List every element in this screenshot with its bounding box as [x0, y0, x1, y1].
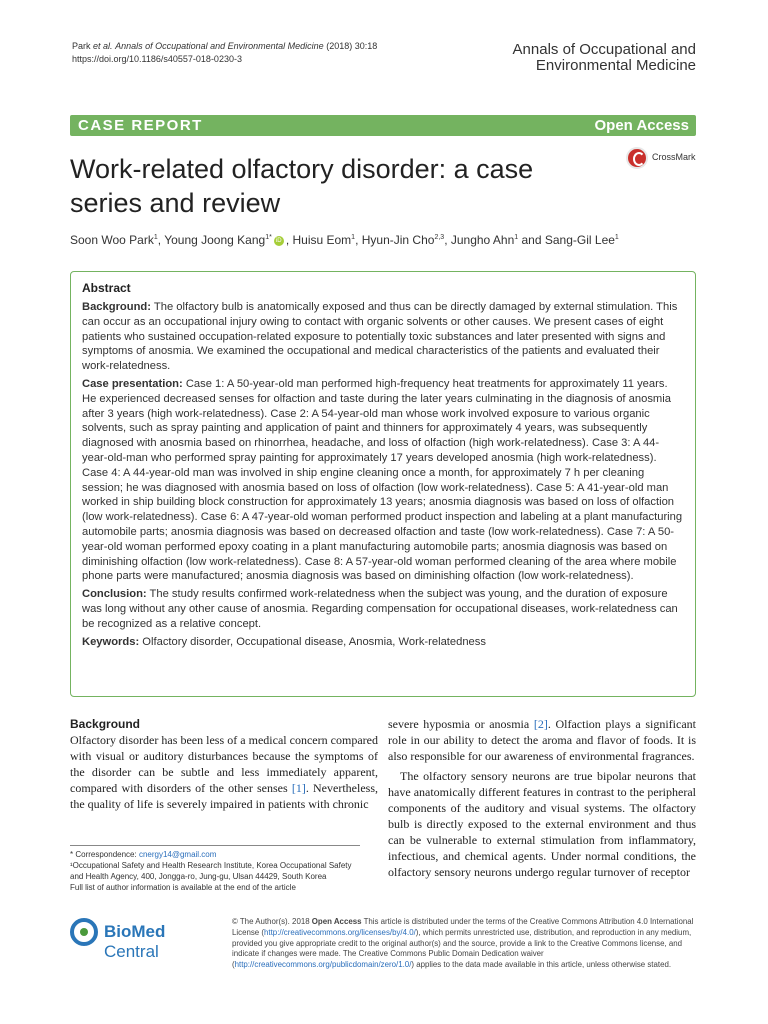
- citation-etal: et al.: [93, 41, 113, 51]
- citation-line: [72, 40, 432, 53]
- abstract-conclusion-label: Conclusion:: [82, 588, 147, 601]
- logo-text: Central: [104, 942, 159, 961]
- biomed-central-wordmark: [104, 922, 220, 962]
- body-paragraph: The olfactory sensory neurons are true bipolar neurons that have anatomically different features in contrast to the peripheral components of the auditory and visual systems. The olfactory bulb is directly exposed to the external environment and thus can be vulnerable to external stimulation from inflammatory, infectious, and chemical agents. Under normal conditions, the olfactory sensory neurons undergo regular turnover of receptor: [388, 769, 696, 879]
- footnotes: [70, 845, 360, 893]
- citation-header: [72, 40, 432, 66]
- body-text: . Nevertheless, the quality of life is severely impaired in patients with chronic: [70, 781, 378, 811]
- author-name: Young Joong Kang: [164, 233, 266, 247]
- open-access-label: Open Access: [594, 117, 689, 134]
- license-statement: [232, 917, 698, 971]
- abstract-conclusion-text: The study results confirmed work-relatedness when the subject was young, and the duration of exposure was long without any other cause of anosmia. Regarding compensation for occupational diseases, work-relatedness can be recognized as a relative concept.: [82, 588, 678, 630]
- article-type-banner: [70, 115, 696, 136]
- citation-authors: Park: [72, 41, 91, 51]
- license-link-cc-by[interactable]: http://creativecommons.org/licenses/by/4.0/: [264, 927, 416, 937]
- body-right-column: [388, 716, 696, 884]
- body-paragraph: [70, 732, 378, 812]
- author-separator: ,: [355, 233, 362, 247]
- abstract-background: [82, 300, 684, 374]
- license-link-cc-zero[interactable]: http://creativecommons.org/publicdomain/zero/1.0/: [234, 960, 412, 970]
- title-line2: series and review: [70, 188, 281, 218]
- citation-journal: Annals of Occupational and Environmental Medicine: [115, 41, 324, 51]
- crossmark-badge[interactable]: [626, 147, 706, 175]
- journal-name-line1: Annals of Occupational and: [512, 41, 696, 58]
- affiliation-note: ¹Occupational Safety and Health Research Institute, Korea Occupational Safety and Health Agency, 400, Jongga-ro, Jung-gu, Ulsan 44429, South Korea: [70, 861, 352, 881]
- author-separator: and: [518, 233, 545, 247]
- title-line1: Work-related olfactory disorder: a case: [70, 154, 534, 184]
- reference-link[interactable]: [1]: [291, 781, 306, 795]
- doi-link[interactable]: https://doi.org/10.1186/s40557-018-0230-3: [72, 54, 242, 64]
- abstract-keywords: [82, 635, 684, 650]
- logo-bold-text: BioMed: [104, 922, 166, 941]
- abstract-case-text: Case 1: A 50-year-old man performed high-frequency heat treatments for approximately 11 years. He experienced decreased senses for olfaction and taste during the later years culminating in the diagnosis of anosmia after 3 years (high work-relatedness). Case 2: A 54-year-old man whose work involved exposure to various organic solvents, such as spray painting and application of paint and thinners for approximately 4 years, was subsequently diagnosed with anosmia based on rhinorrhea, headache, and loss of olfaction (high work-relatedness). Case 3: A 44-year-old-man who performed spray painting for approximately 17 years developed anosmia (high work-relatedness). Case 4: A 44-year-old man was involved in ship engine cleaning once a month, for approximately 7 h per cleaning session; he was diagnosed with anosmia based on loss of olfaction (low work-relatedness). Case 5: A 41-year-old man worked in ship building block construction for approximately 13 years; anosmia diagnosis was based on loss of olfaction (low work-relatedness). Case 6: A 47-year-old woman performed product inspection and labeling at a plant manufacturing automobile parts; anosmia diagnosis was based on decreased olfaction and taste (low work-relatedness). Case 7: A 50-year-old woman performed epoxy coating in a plant manufacturing automobile parts; anosmia diagnosis was based on diminishing olfaction (low work-relatedness). Case 8: A 57-year-old woman performed cleaning of the area where mobile phone parts were manufactured; anosmia diagnosis was based on diminishing olfaction (low work-relatedness).: [82, 377, 683, 583]
- author-separator: ,: [157, 233, 165, 247]
- abstract-background-text: The olfactory bulb is anatomically exposed and thus can be directly damaged by external stimulation. This can occur as an occupational injury owing to contact with organic solvents or other causes. We present cases of eight patients who sustained occupation-related exposure to potentially toxic substances and later presented with signs and symptoms of anosmia. We examined the occupational and medical characteristics of the patients and evaluated their work-relatedness.: [82, 301, 678, 373]
- journal-name-line2: Environmental Medicine: [535, 57, 696, 74]
- correspondence-email-link[interactable]: cnergy14@gmail.com: [138, 850, 217, 859]
- author-separator: ,: [285, 233, 293, 247]
- abstract-keywords-label: Keywords:: [82, 635, 140, 648]
- author-separator: ,: [444, 233, 451, 247]
- author-name: Jungho Ahn: [450, 233, 515, 247]
- journal-name: [436, 42, 696, 74]
- license-text: ), which permits unrestricted use, distribution, and reproduction in any medium, provided you give appropriate credit to the original author(s) and the source, provide a link to the Creative Commons license, and indicate if changes were made. The Creative Commons Public Domain Dedication waiver (: [232, 927, 692, 970]
- full-list-note: Full list of author information is available at the end of the article: [70, 883, 296, 892]
- abstract-box: [70, 271, 696, 697]
- author-name: Sang-Gil Lee: [544, 233, 615, 247]
- body-paragraph: [388, 716, 696, 764]
- license-text: ) applies to the data made available in this article, unless otherwise stated.: [411, 960, 672, 970]
- abstract-conclusion: [82, 587, 684, 631]
- author-affiliation-sup: 1: [514, 234, 519, 241]
- citation-year-volume: (2018) 30:18: [326, 41, 378, 51]
- correspondence-note: [70, 849, 360, 860]
- author-affiliation-sup: 1*: [265, 234, 272, 241]
- author-affiliation-sup: 1: [351, 234, 356, 241]
- body-text: Olfactory disorder has been less of a medical concern compared with visual or auditory disturbances because the symptoms of the disorder can be subtle and less immediately apparent, compared with disorders of the other senses: [70, 733, 378, 795]
- biomed-central-logo: [70, 916, 220, 961]
- author-name: Soon Woo Park: [70, 233, 154, 247]
- author-affiliation-sup: 1: [614, 234, 619, 241]
- background-heading: Background: [70, 717, 141, 731]
- author-name: Hyun-Jin Cho: [361, 233, 435, 247]
- license-open-access: Open Access: [311, 917, 362, 926]
- body-text: severe hyposmia or anosmia: [388, 717, 534, 731]
- abstract-case-presentation: [82, 377, 684, 584]
- body-text: . Olfaction plays a significant role in our ability to detect the aroma and flavor of foods. It is also responsible for our awareness of environmental fragrances.: [388, 717, 696, 763]
- article-type-label: CASE REPORT: [78, 117, 203, 134]
- abstract-background-label: Background:: [82, 301, 151, 313]
- license-text: © The Author(s). 2018: [232, 917, 312, 926]
- crossmark-icon: [626, 147, 648, 169]
- article-title: [70, 152, 590, 220]
- orcid-icon[interactable]: iD: [274, 236, 284, 246]
- crossmark-label: CrossMark: [652, 152, 696, 162]
- abstract-case-label: Case presentation:: [82, 377, 183, 390]
- author-name: Huisu Eom: [292, 233, 352, 247]
- abstract-keywords-text: Olfactory disorder, Occupational disease, Anosmia, Work-relatedness: [139, 635, 486, 648]
- biomed-central-icon: [70, 918, 98, 946]
- author-affiliation-sup: 2,3: [434, 234, 445, 241]
- abstract-heading: Abstract: [82, 281, 131, 295]
- author-affiliation-sup: 1: [153, 234, 158, 241]
- correspondence-label: * Correspondence:: [70, 850, 139, 859]
- author-list: [70, 230, 710, 248]
- reference-link[interactable]: [2]: [533, 717, 548, 731]
- body-left-column: [70, 716, 378, 816]
- license-text: This article is distributed under the terms of the Creative Commons Attribution 4.0 International License (: [232, 917, 694, 937]
